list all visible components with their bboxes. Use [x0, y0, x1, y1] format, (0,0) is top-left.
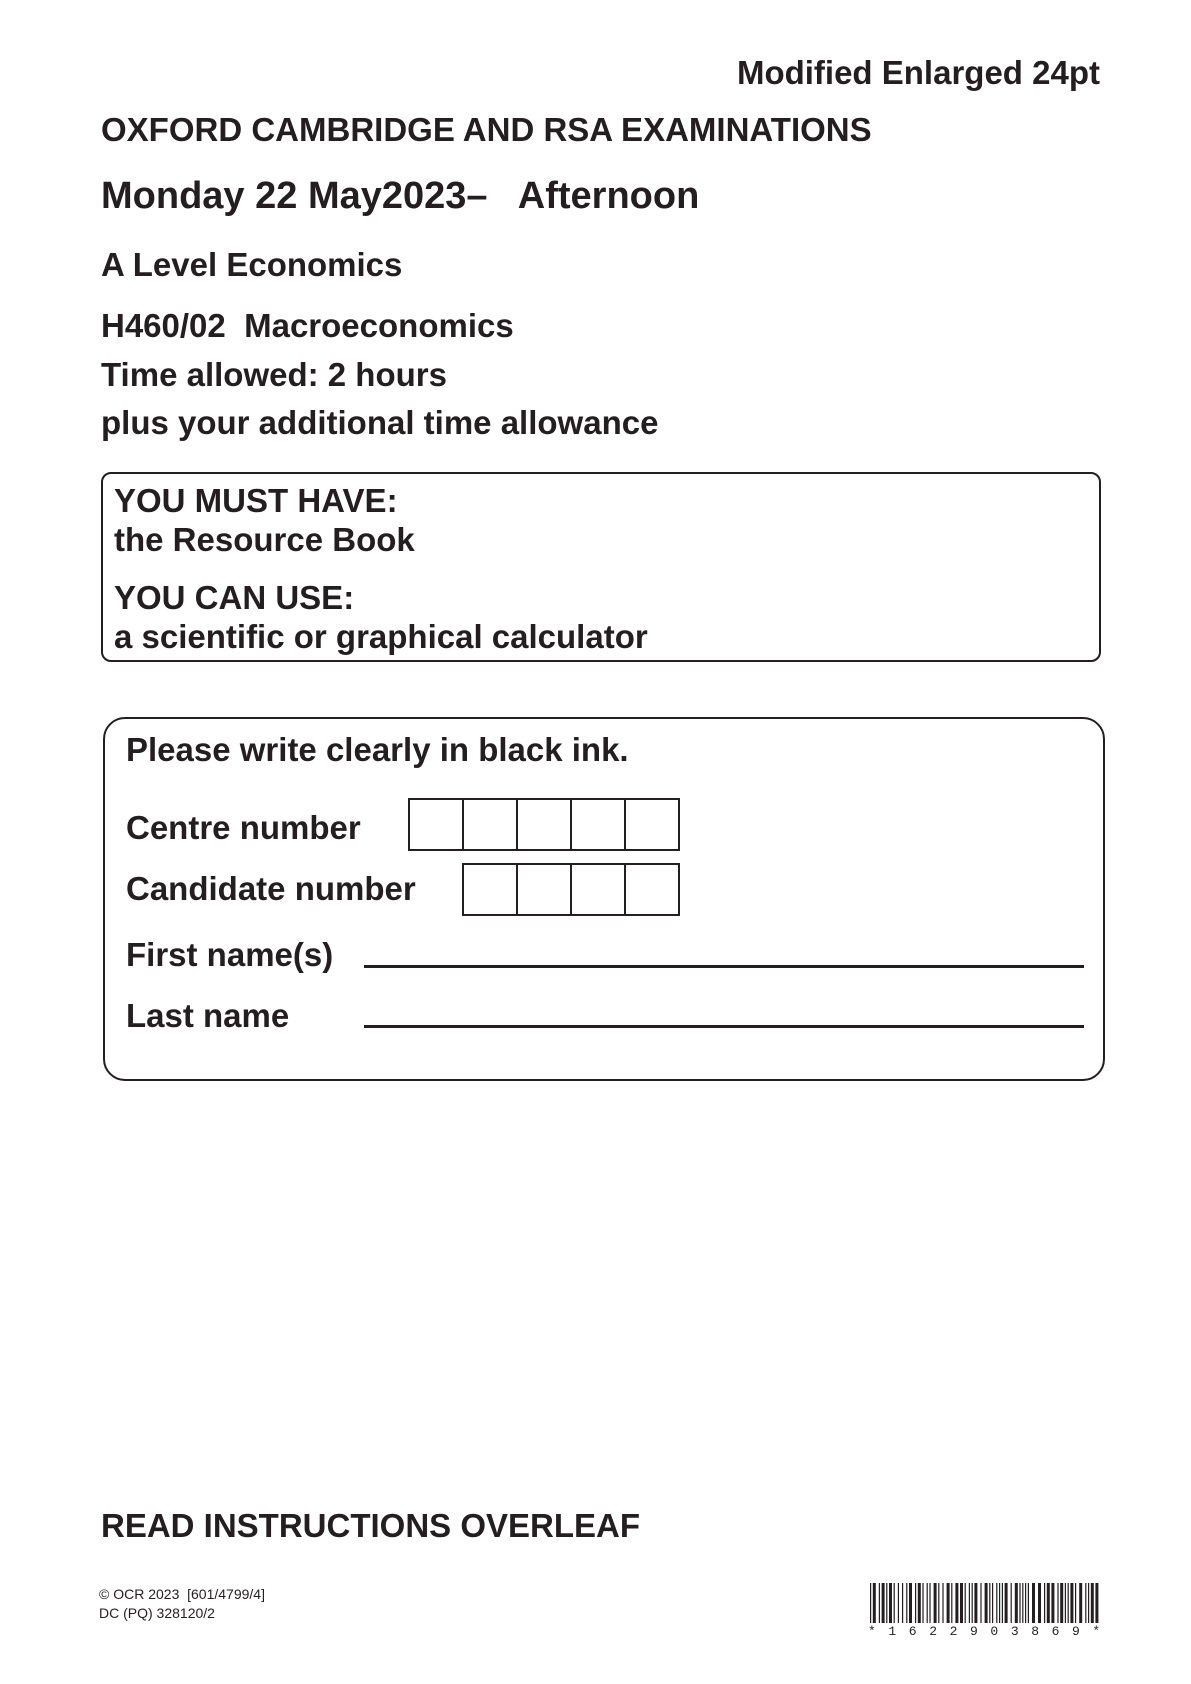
barcode-bar	[1011, 1583, 1012, 1623]
barcode-bar	[965, 1583, 966, 1623]
barcode-bar	[999, 1583, 1000, 1623]
barcode-bar	[1095, 1583, 1098, 1623]
barcode-bar	[1028, 1583, 1029, 1623]
barcode-bar	[1038, 1583, 1041, 1623]
digit-cell[interactable]	[516, 800, 570, 849]
exam-board: OXFORD CAMBRIDGE AND RSA EXAMINATIONS	[101, 111, 872, 148]
can-use-label: YOU CAN USE:	[114, 579, 355, 616]
first-name-label: First name(s)	[126, 936, 334, 973]
barcode-bar	[951, 1583, 952, 1623]
centre-number-label: Centre number	[126, 809, 361, 846]
barcode-bar	[969, 1583, 970, 1623]
barcode-bar	[1051, 1583, 1054, 1623]
last-name-field[interactable]	[364, 1025, 1084, 1028]
barcode-bar	[898, 1583, 899, 1623]
digit-cell[interactable]	[462, 800, 516, 849]
candidate-number-label: Candidate number	[126, 870, 416, 907]
barcode	[870, 1583, 1100, 1627]
digit-cell[interactable]	[410, 800, 462, 849]
centre-number-input[interactable]	[408, 798, 680, 851]
ink-instruction: Please write clearly in black ink.	[126, 731, 629, 768]
must-have-label: YOU MUST HAVE:	[114, 482, 398, 519]
first-name-field[interactable]	[364, 965, 1084, 968]
must-have-item: the Resource Book	[114, 521, 415, 558]
barcode-bar	[972, 1583, 973, 1623]
barcode-bar	[1088, 1583, 1089, 1623]
can-use-item: a scientific or graphical calculator	[114, 618, 648, 655]
barcode-bar	[1065, 1583, 1066, 1623]
barcode-bar	[938, 1583, 939, 1623]
barcode-bar	[873, 1583, 876, 1623]
digit-cell[interactable]	[516, 865, 570, 914]
barcode-bar	[955, 1583, 958, 1623]
barcode-bar	[882, 1583, 885, 1623]
barcode-bar	[915, 1583, 916, 1623]
barcode-bar	[1005, 1583, 1008, 1623]
barcode-bar	[1068, 1583, 1069, 1623]
digit-cell[interactable]	[570, 800, 624, 849]
barcode-bar	[1075, 1583, 1076, 1623]
barcode-bar	[886, 1583, 887, 1623]
barcode-bar	[894, 1583, 895, 1623]
barcode-bar	[927, 1583, 928, 1623]
time-allowed: Time allowed: 2 hours	[101, 356, 447, 393]
digit-cell[interactable]	[464, 865, 516, 914]
digit-cell[interactable]	[624, 865, 678, 914]
barcode-bar	[1060, 1583, 1063, 1623]
barcode-bar	[1025, 1583, 1026, 1623]
barcode-bar	[992, 1583, 993, 1623]
barcode-bar	[1032, 1583, 1035, 1623]
barcode-bar	[960, 1583, 963, 1623]
barcode-bar	[1091, 1583, 1094, 1623]
barcode-bar	[879, 1583, 880, 1623]
format-label: Modified Enlarged 24pt	[736, 54, 1100, 91]
barcode-bar	[909, 1583, 912, 1623]
barcode-bar	[942, 1583, 943, 1623]
document-code: DC (PQ) 328120/2	[99, 1605, 215, 1621]
digit-cell[interactable]	[570, 865, 624, 914]
barcode-bar	[902, 1583, 903, 1623]
barcode-bar	[1079, 1583, 1082, 1623]
copyright: © OCR 2023 [601/4799/4]	[99, 1586, 265, 1602]
barcode-bar	[989, 1583, 990, 1623]
barcode-bar	[974, 1583, 977, 1623]
barcode-bar	[1044, 1583, 1045, 1623]
barcode-bar	[870, 1583, 871, 1623]
barcode-text: * 1 6 2 2 9 0 3 8 6 9 *	[868, 1624, 1103, 1639]
barcode-bar	[980, 1583, 981, 1623]
barcode-bar	[1070, 1583, 1073, 1623]
barcode-bar	[985, 1583, 988, 1623]
barcode-bar	[1015, 1583, 1018, 1623]
barcode-bar	[947, 1583, 950, 1623]
barcode-bar	[1002, 1583, 1003, 1623]
barcode-bar	[996, 1583, 997, 1623]
barcode-bar	[1019, 1583, 1020, 1623]
barcode-bar	[918, 1583, 921, 1623]
additional-time: plus your additional time allowance	[101, 404, 659, 441]
paper-title: H460/02 Macroeconomics	[101, 307, 514, 344]
barcode-bar	[934, 1583, 937, 1623]
barcode-bar	[1057, 1583, 1058, 1623]
barcode-bar	[929, 1583, 930, 1623]
barcode-bar	[889, 1583, 892, 1623]
last-name-label: Last name	[126, 997, 290, 1034]
exam-date: Monday 22 May2023– Afternoon	[101, 175, 700, 217]
barcode-bar	[906, 1583, 907, 1623]
barcode-bar	[922, 1583, 923, 1623]
qualification: A Level Economics	[101, 246, 403, 283]
read-instructions: READ INSTRUCTIONS OVERLEAF	[101, 1507, 641, 1544]
digit-cell[interactable]	[624, 800, 678, 849]
barcode-bar	[1022, 1583, 1023, 1623]
barcode-bar	[1085, 1583, 1086, 1623]
candidate-number-input[interactable]	[462, 863, 680, 916]
barcode-bar	[1047, 1583, 1050, 1623]
